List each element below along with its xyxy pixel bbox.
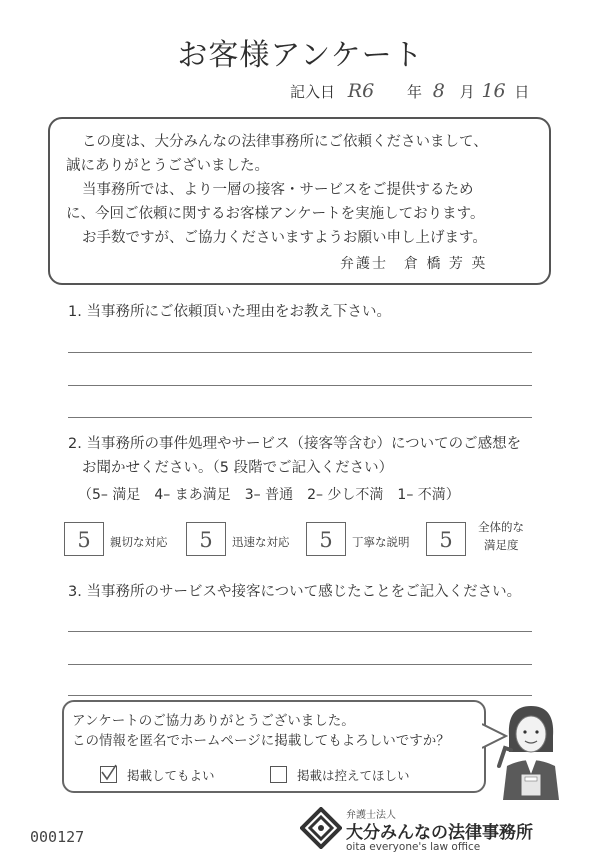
entry-month[interactable]: 8 [432,80,445,102]
answer-line-1c[interactable] [68,417,532,418]
answer-line-3a[interactable] [68,631,532,632]
question-2-line-1: 2. 当事務所の事件処理やサービス（接客等含む）についてのご感想を [68,436,522,452]
firm-prefix: 弁護士法人 [346,810,396,821]
firm-english-name: oita everyone's law office [346,841,481,853]
question-2-line-2: お聞かせください。（5 段階でご記入ください） [82,460,394,476]
answer-line-1b[interactable] [68,385,532,386]
entry-date [290,80,529,102]
question-3: 3. 当事務所のサービスや接客について感じたことをご記入ください。 [68,584,522,600]
answer-line-1a[interactable] [68,352,532,353]
rating-label-speed: 迅速な対応 [232,535,290,549]
rating-scale-legend: （5– 満足 4– まあ満足 3– 普通 2– 少し不満 1– 不満） [78,487,460,503]
consent-yes-label: 掲載してもよい [127,768,215,783]
consent-yes-checkbox[interactable] [100,766,117,783]
entry-day-unit: 日 [514,83,530,101]
rating-box-speed[interactable]: 5 [186,522,226,556]
firm-logo-icon [300,807,342,849]
greeting-signature: 弁護士 倉 橋 芳 英 [340,256,488,272]
survey-title: お客様アンケート [177,38,424,73]
answer-line-3c[interactable] [68,695,532,696]
entry-year-unit: 年 [406,83,422,101]
consent-line-2: この情報を匿名でホームページに掲載してもよろしいですか？ [72,733,450,749]
greeting-line-4: に、今回ご依頼に関するお客様アンケートを実施しております。 [66,206,485,222]
rating-label-overall-2: 満足度 [484,538,519,552]
checkmark-icon [100,764,117,781]
rating-box-kindness[interactable]: 5 [64,522,104,556]
greeting-line-1: この度は、大分みんなの法律事務所にご依頼くださいまして、 [82,134,488,150]
entry-day[interactable]: 16 [481,80,506,102]
rating-box-explanation[interactable]: 5 [306,522,346,556]
consent-no-label: 掲載は控えてほしい [297,768,410,783]
rating-label-kindness: 親切な対応 [110,535,168,549]
firm-name: 大分みんなの法律事務所 [346,823,533,843]
greeting-line-3: 当事務所では、より一層の接客・サービスをご提供するため [82,182,474,198]
consent-line-1: アンケートのご協力ありがとうございました。 [72,713,355,729]
staff-illustration [495,700,567,800]
rating-label-explanation: 丁寧な説明 [352,535,410,549]
entry-date-label: 記入日 [290,83,336,101]
consent-no-checkbox[interactable] [270,766,287,783]
entry-month-unit: 月 [459,83,475,101]
entry-era-year[interactable]: R6 [347,80,375,102]
rating-box-overall[interactable]: 5 [426,522,466,556]
document-number: 000127 [30,828,85,846]
answer-line-3b[interactable] [68,664,532,665]
greeting-line-5: お手数ですが、ご協力くださいますようお願い申し上げます。 [82,230,487,246]
greeting-line-2: 誠にありがとうございました。 [66,158,269,174]
question-1: 1. 当事務所にご依頼頂いた理由をお教え下さい。 [68,304,391,320]
rating-label-overall-1: 全体的な [478,520,524,534]
